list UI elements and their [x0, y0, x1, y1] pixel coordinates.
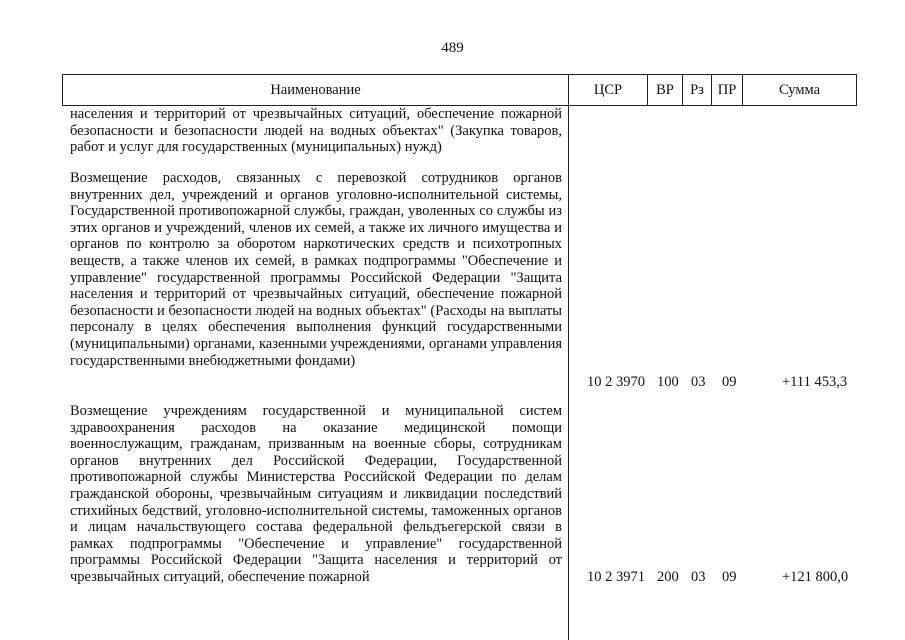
row-1-name: Возмещение расходов, связанных с перевозкой сотрудников органов внутренних дел, учреждений и органов уголовно-исполнительной системы, Государственной противопожарной службы, граждан, уволенных со службы из этих органов и учреждений, членов их семей, а также их личного имущества и органов по контролю за оборотом наркотических средств и психотропных веществ, а также членов их семей, в рамках подпрограммы "Обеспечение и управление" государственной программы Российской Федерации "Защита населения и территорий от чрезвычайных ситуаций, обеспечение пожарной безопасности и безопасности людей на водных объектах" (Расходы на выплаты персоналу в целях обеспечения выполнения функций государственными (муниципальными) органами, казенными учреждениями, органами управления государственными внебюджетными фондами): [70, 170, 562, 369]
header-rz: Рз: [683, 75, 712, 106]
row-1-vr: 100: [657, 374, 679, 390]
header-pr: ПР: [712, 75, 743, 106]
header-csr: ЦСР: [569, 75, 648, 106]
table-header: [62, 74, 857, 106]
header-vr: ВР: [648, 75, 683, 106]
row-2-name: Возмещение учреждениям государственной и муниципальной систем здравоохранения расходов на оказание медицинской помощи военнослужащим, гражданам, призванным на военные сборы, сотрудникам органов внутренних дел Российской Федерации, Государственной противопожарной службы Министерства Российской Федерации по делам гражданской обороны, чрезвычайным ситуациям и ликвидации последствий стихийных бедствий, уголовно-исполнительной системы, таможенных органов и лицам начальствующего состава федеральной фельдъегерской связи в рамках подпрограммы "Обеспечение и управление" государственной программы Российской Федерации "Защита населения и территорий от чрезвычайных ситуаций, обеспечение пожарной: [70, 403, 562, 585]
row-1-pr: 09: [722, 374, 737, 390]
page-number: 489: [441, 40, 464, 56]
header-name: Наименование: [63, 75, 569, 106]
continuation-text: населения и территорий от чрезвычайных ситуаций, обеспечение пожарной безопасности и безопасности людей на водных объектах" (Закупка товаров, работ и услуг для государственных (муниципальных) нужд): [70, 106, 562, 156]
column-divider: [568, 106, 569, 640]
row-2-vr: 200: [657, 569, 679, 585]
row-2-rz: 03: [691, 569, 706, 585]
row-2-sum: +121 800,0: [782, 569, 849, 585]
header-sum: Сумма: [743, 75, 857, 106]
row-1-rz: 03: [691, 374, 706, 390]
row-1-csr: 10 2 3970: [587, 374, 645, 390]
row-2-csr: 10 2 3971: [587, 569, 645, 585]
row-2-pr: 09: [722, 569, 737, 585]
row-1-sum: +111 453,3: [782, 374, 848, 390]
